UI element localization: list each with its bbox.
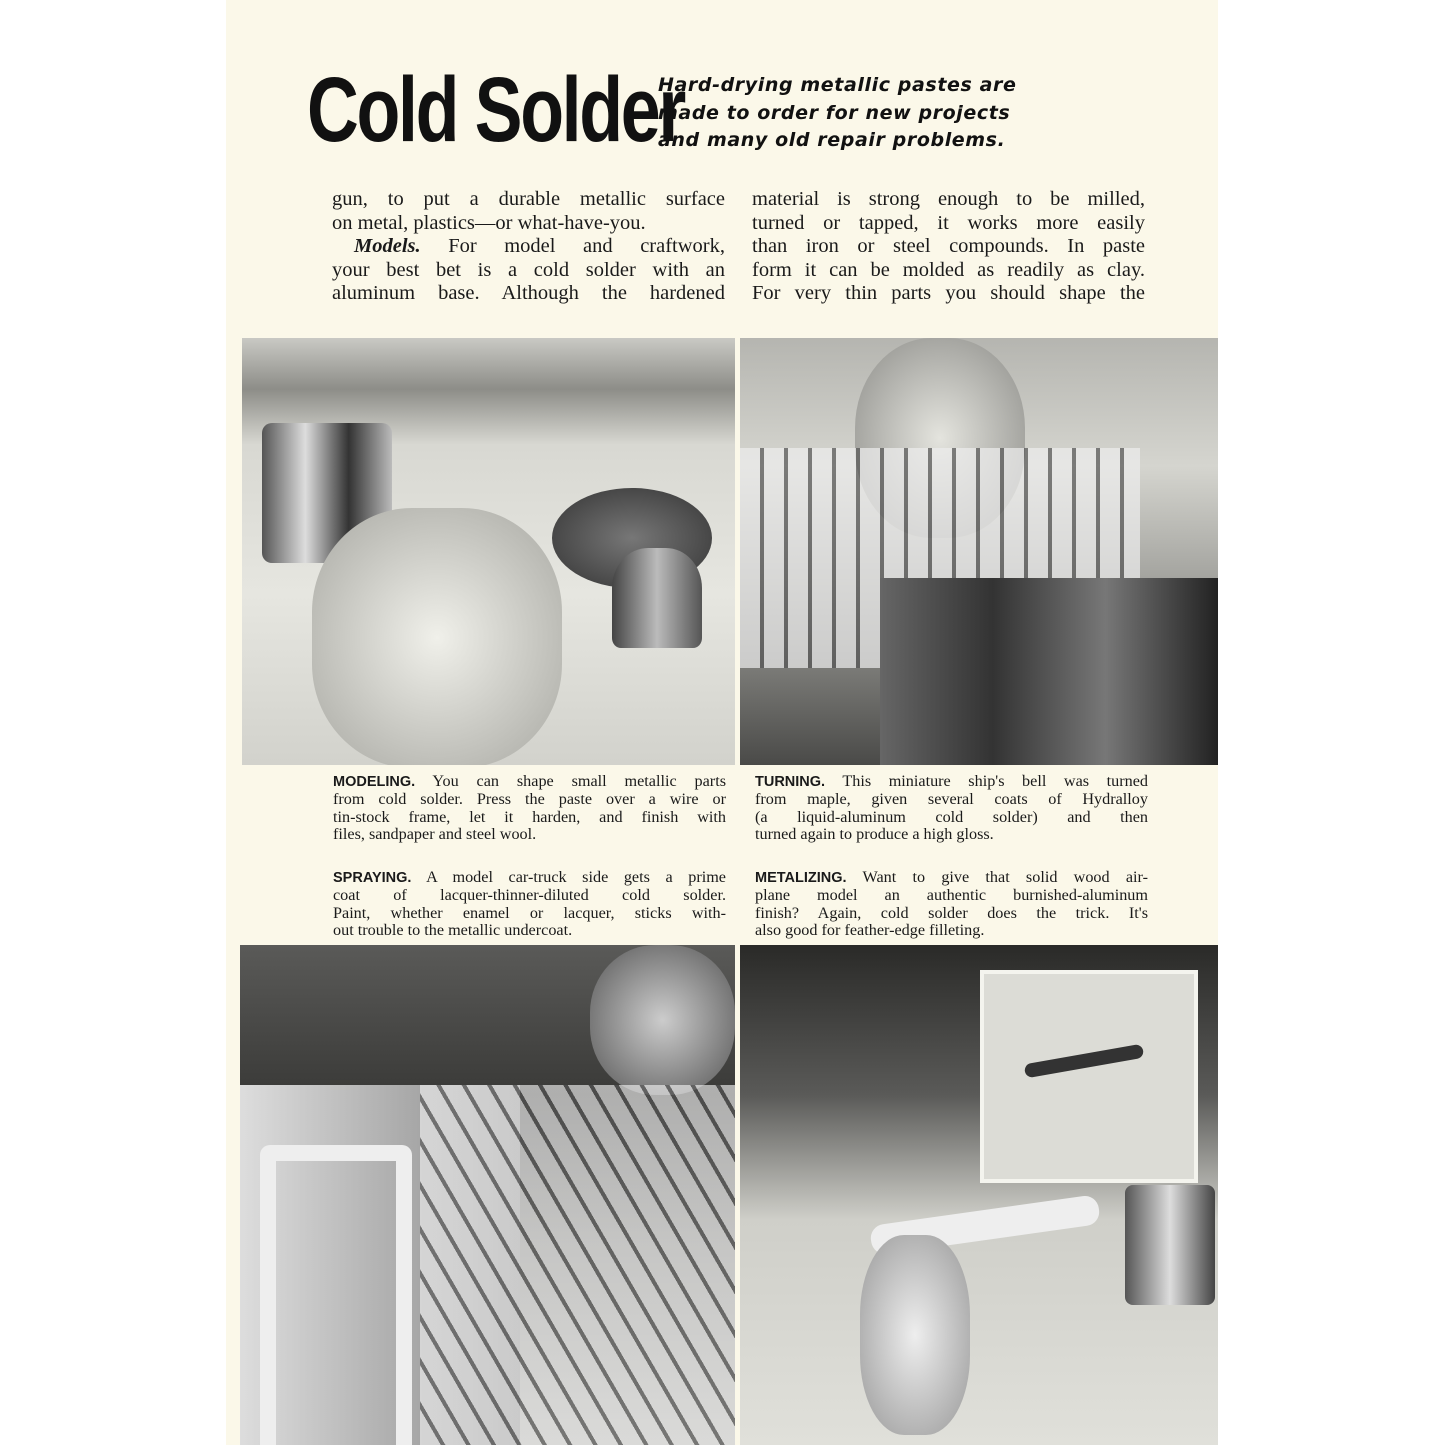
caption-line <box>333 869 726 887</box>
lathe <box>880 578 1218 765</box>
caption-metalizing <box>755 869 1148 939</box>
caption-line: from maple, given several coats of Hydralloy <box>755 790 1148 809</box>
photo-modeling <box>242 338 735 765</box>
caption-line: files, sandpaper and steel wool. <box>333 824 537 843</box>
text-span: This miniature ship's bell was turned <box>825 772 1148 790</box>
photo-spraying <box>240 945 735 1445</box>
body-column-left <box>332 188 725 306</box>
caption-modeling <box>333 773 726 843</box>
jet-silhouette <box>1024 1044 1145 1079</box>
text-line: For very thin parts you should shape the <box>752 282 1145 304</box>
bell <box>612 548 702 648</box>
text-span: A model car-truck side gets a prime <box>411 868 726 886</box>
text-line: form it can be molded as readily as clay. <box>752 258 1145 281</box>
subtitle-line: made to order for new projects <box>658 101 1011 124</box>
truck-side-model <box>260 1145 412 1445</box>
caption-line: turned again to produce a high gloss. <box>755 824 994 843</box>
caption-line <box>755 773 1148 791</box>
caption-spraying <box>333 869 726 939</box>
caption-label: SPRAYING. <box>333 870 412 886</box>
photo-turning <box>740 338 1218 765</box>
caption-line: out trouble to the metallic undercoat. <box>333 920 573 939</box>
text-line: gun, to put a durable metallic surface <box>332 188 725 210</box>
caption-line: finish? Again, cold solder does the trick. It's <box>755 903 1148 922</box>
models-subhead: Models. <box>354 235 421 257</box>
photo-metalizing <box>740 945 1218 1445</box>
hands <box>312 508 562 765</box>
text-line: on metal, plastics—or what-have-you. <box>332 211 646 234</box>
caption-line <box>333 773 726 791</box>
caption-label: TURNING. <box>755 774 826 790</box>
subtitle-line: Hard-drying metallic pastes are <box>658 74 1017 96</box>
man-head <box>590 945 735 1095</box>
text-line: your best bet is a cold solder with an <box>332 258 725 281</box>
article-subtitle <box>658 72 1058 155</box>
article-title: Cold Solder <box>307 59 684 161</box>
caption-line: from cold solder. Press the paste over a wire or <box>333 790 726 809</box>
subtitle-line: and many old repair problems. <box>658 129 1006 151</box>
text-span: You can shape small metallic parts <box>415 772 726 790</box>
caption-line: plane model an authentic burnished-aluminum <box>755 886 1148 905</box>
airplane-photo <box>980 970 1198 1183</box>
text-line: than iron or steel compounds. In paste <box>752 235 1145 257</box>
caption-turning <box>755 773 1148 843</box>
caption-label: METALIZING. <box>755 870 847 886</box>
caption-line: Paint, whether enamel or lacquer, sticks with- <box>333 903 726 922</box>
text-line <box>332 235 725 259</box>
hand <box>860 1235 970 1435</box>
caption-line: (a liquid-aluminum cold solder) and then <box>755 807 1148 826</box>
text-span: For model and craftwork, <box>420 235 725 257</box>
plaid-shirt <box>420 1085 735 1445</box>
text-line: turned or tapped, it works more easily <box>752 211 1145 234</box>
text-line: aluminum base. Although the hardened <box>332 282 725 304</box>
text-span: Want to give that solid wood air- <box>846 868 1148 886</box>
body-column-right <box>752 188 1145 306</box>
caption-line: coat of lacquer-thinner-diluted cold solder. <box>333 886 726 905</box>
caption-line: also good for feather-edge filleting. <box>755 920 985 939</box>
paint-can <box>1125 1185 1215 1305</box>
caption-line <box>755 869 1148 887</box>
text-line: material is strong enough to be milled, <box>752 188 1145 210</box>
caption-line: tin-stock frame, let it harden, and finish with <box>333 807 726 826</box>
caption-label: MODELING. <box>333 774 416 790</box>
